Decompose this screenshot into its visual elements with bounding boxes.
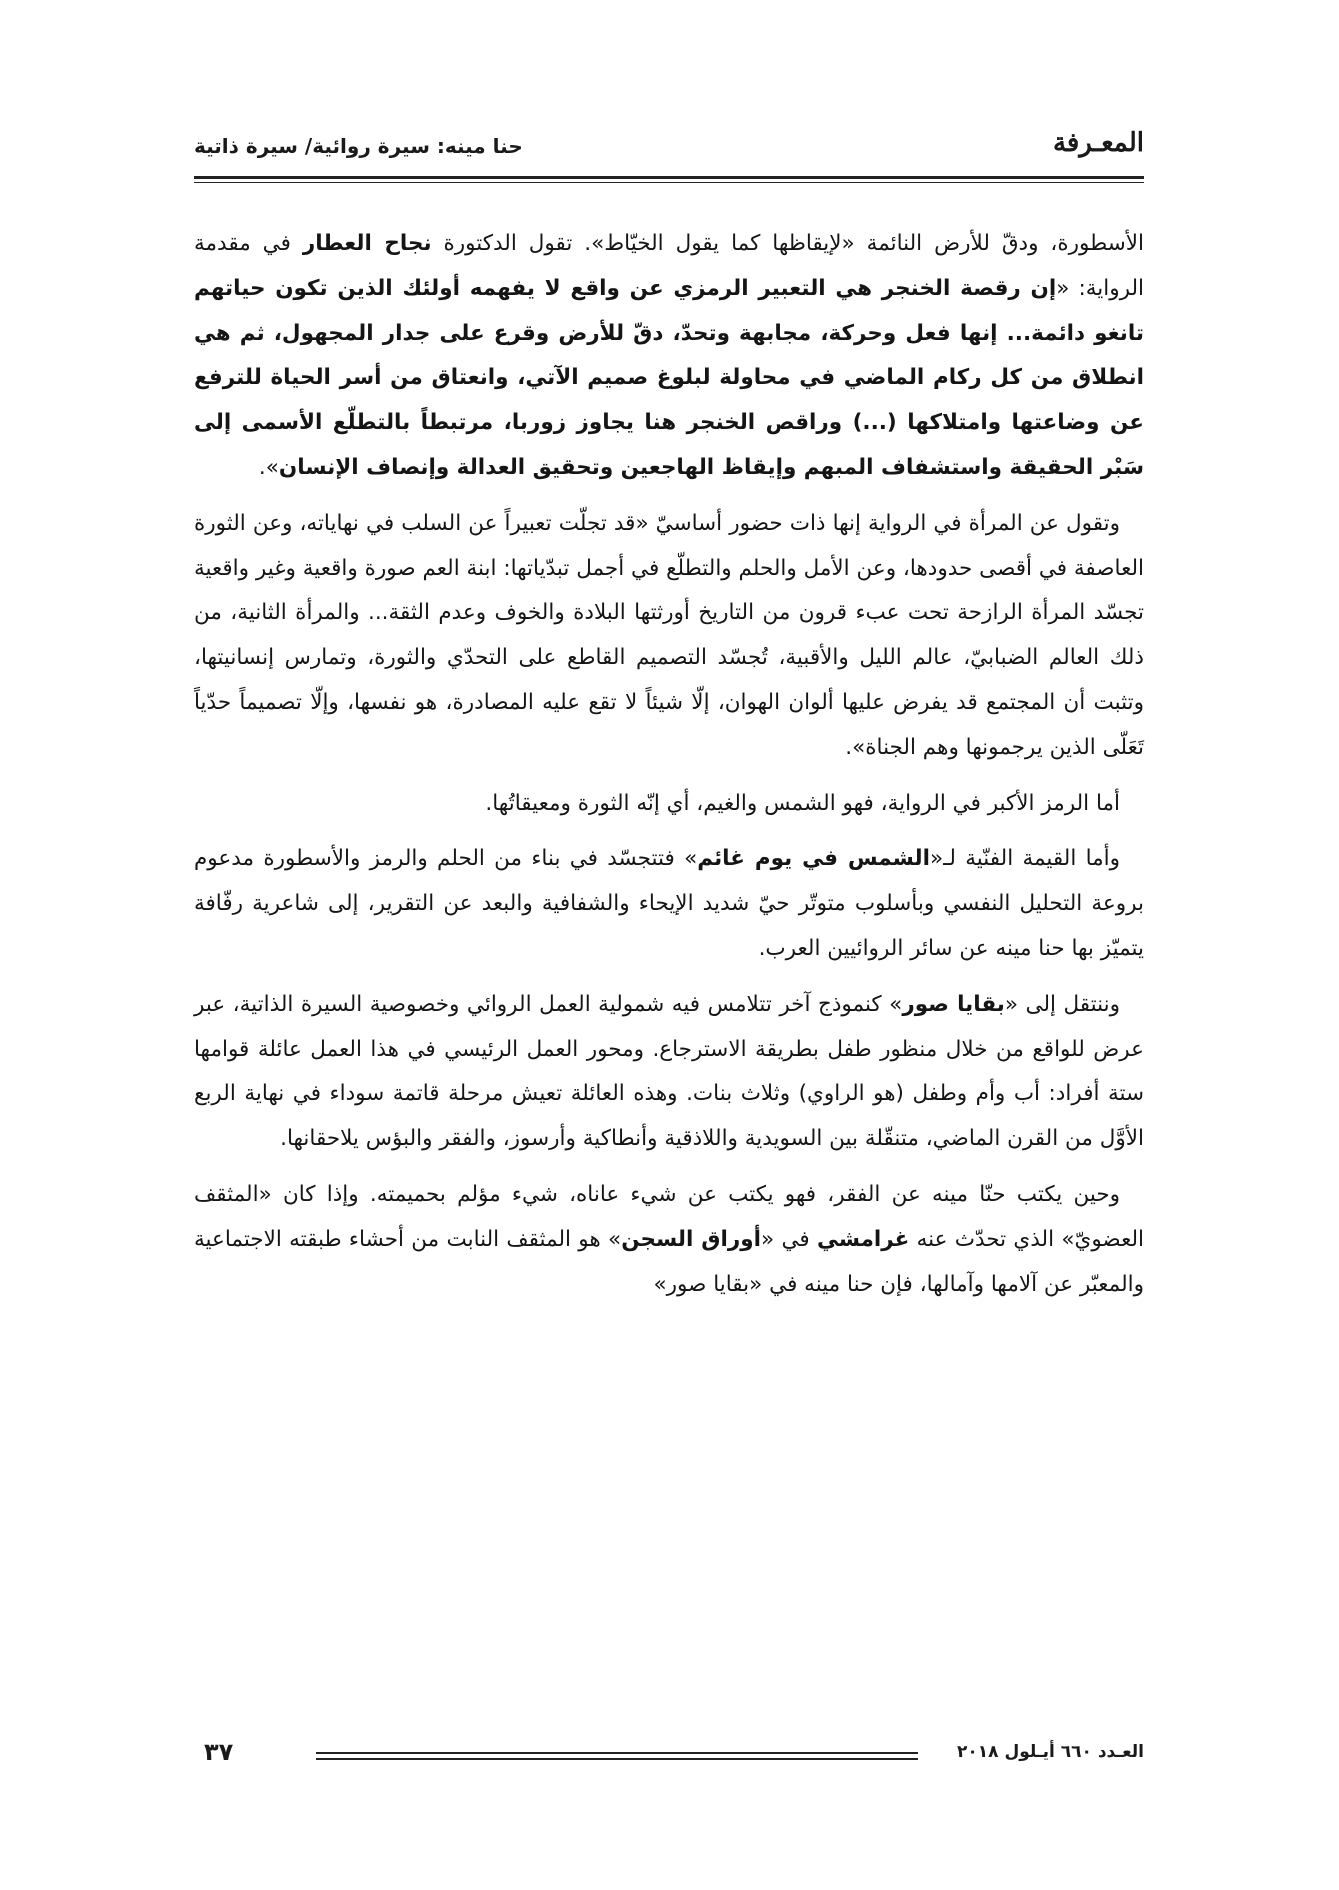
text-segment: » فتتجسّد في بناء من الحلم والرمز والأسطورة مدعوم بروعة التحليل النفسي وبأسلوب متوتّر حيّ شديد الإيحاء والشفافية والبعد عن التقرير، إلى شاعرية رفّافة يتميّز بها حنا مينه عن سائر الروائيين العرب. — [194, 846, 1144, 961]
text-segment: وأما القيمة الفنّية لـ« — [929, 846, 1120, 872]
paragraph-3 — [194, 782, 1144, 827]
header-rule — [194, 176, 1144, 179]
issue-info: العـدد ٦٦٠ أيـلول ٢٠١٨ — [957, 1742, 1144, 1762]
paragraph-1 — [194, 222, 1144, 491]
header-rule-thin — [194, 182, 1144, 183]
page-number: ٣٧ — [204, 1738, 234, 1766]
footer-rule — [316, 1752, 918, 1754]
journal-masthead: المعـرفة — [1052, 128, 1144, 158]
text-segment: » كنموذج آخر تتلامس فيه شمولية العمل الروائي وخصوصية السيرة الذاتية، عبر عرض للواقع من خلال منظور طفل بطريقة الاسترجاع. ومحور العمل الرئيسي في هذا العمل عائلة قوامها ستة أفراد: أب وأم وطفل (هو الراوي) وثلاث بنات. وهذه العائلة تعيش مرحلة قاتمة سوداء في نهاية الربع الأوَّل من القرن الماضي، متنقّلة بين السويدية واللاذقية وأنطاكية وأرسوز، والفقر والبؤس يلاحقانها. — [194, 991, 1144, 1152]
running-title: حنا مينه: سيرة روائية/ سيرة ذاتية — [194, 134, 523, 158]
author-name: نجاح العطار — [302, 231, 432, 256]
paragraph-5 — [194, 983, 1144, 1162]
novel-title: الشمس في يوم غائم — [697, 846, 930, 872]
book-title: أوراق السجن — [621, 1226, 761, 1252]
page-header — [194, 128, 1144, 172]
text-segment: » هو المثقف النابت من أحشاء طبقته الاجتماعية والمعبّر عن آلامها وآمالها، فإن حنا مينه في «بقايا صور» — [194, 1226, 1144, 1297]
text-segment: وحين يكتب حنّا مينه عن الفقر، فهو يكتب عن شيء عاناه، شيء مؤلم بحميمته. وإذا كان «المثقف العضويّ» الذي تحدّث عنه — [194, 1181, 1144, 1252]
text-segment: أما الرمز الأكبر في الرواية، فهو الشمس والغيم، أي إنّه الثورة ومعيقاتُها. — [485, 790, 1120, 816]
novel-title: بقايا صور — [902, 991, 1005, 1017]
text-segment: ». — [258, 454, 279, 480]
article-body — [194, 222, 1144, 1318]
text-segment: الأسطورة، ودقّ للأرض النائمة «لإيقاظها كما يقول الخيّاط». تقول الدكتورة — [431, 231, 1144, 256]
paragraph-6 — [194, 1173, 1144, 1307]
person-name: غرامشي — [816, 1226, 910, 1252]
text-segment: وتقول عن المرأة في الرواية إنها ذات حضور أساسيّ «قد تجلّت تعبيراً عن السلب في نهاياته، وعن الثورة العاصفة في أقصى حدودها، وعن الأمل والحلم والتطلّع في أجمل تبدّياتها: ابنة العم صورة واقعية وغير واقعية تجسّد المرأة الرازحة تحت عبء قرون من التاريخ أورثتها البلادة والخوف وعدم الثقة... والمرأة الثانية، من ذلك العالم الضبابيّ، عالم الليل والأقبية، تُجسّد التصميم القاطع على التحدّي والثورة، وتمارس إنسانيتها، وتثبت أن المجتمع قد يفرض عليها ألوان الهوان، إلّا شيئاً لا تقع عليه المصادرة، هو نفسها، وإلّا تصميماً حدّياً تَعَلّى الذين يرجمونها وهم الجناة». — [194, 510, 1144, 760]
paragraph-4 — [194, 837, 1144, 971]
text-segment: وننتقل إلى « — [1004, 991, 1120, 1017]
text-segment: في « — [761, 1226, 817, 1252]
paragraph-2 — [194, 502, 1144, 771]
text-segment: في مقدمة الرواية: « — [194, 231, 1144, 301]
bold-quotation: إن رقصة الخنجر هي التعبير الرمزي عن واقع لا يفهمه أولئك الذين تكون حياتهم تانغو دائمة... إنها فعل وحركة، مجابهة وتحدّ، دقّ للأرض وقرع على جدار المجهول، ثم هي انطلاق من كل ركام الماضي في محاولة لبلوغ صميم الآتي، وانعتاق من أسر الحياة للترفع عن وضاعتها وامتلاكها (...) وراقص الخنجر هنا يجاوز زوربا، مرتبطاً بالتطلّع الأسمى إلى سَبْر الحقيقة واستشفاف المبهم وإيقاظ الهاجعين وتحقيق العدالة وإنصاف الإنسان — [194, 275, 1144, 480]
footer-rule — [316, 1758, 918, 1760]
